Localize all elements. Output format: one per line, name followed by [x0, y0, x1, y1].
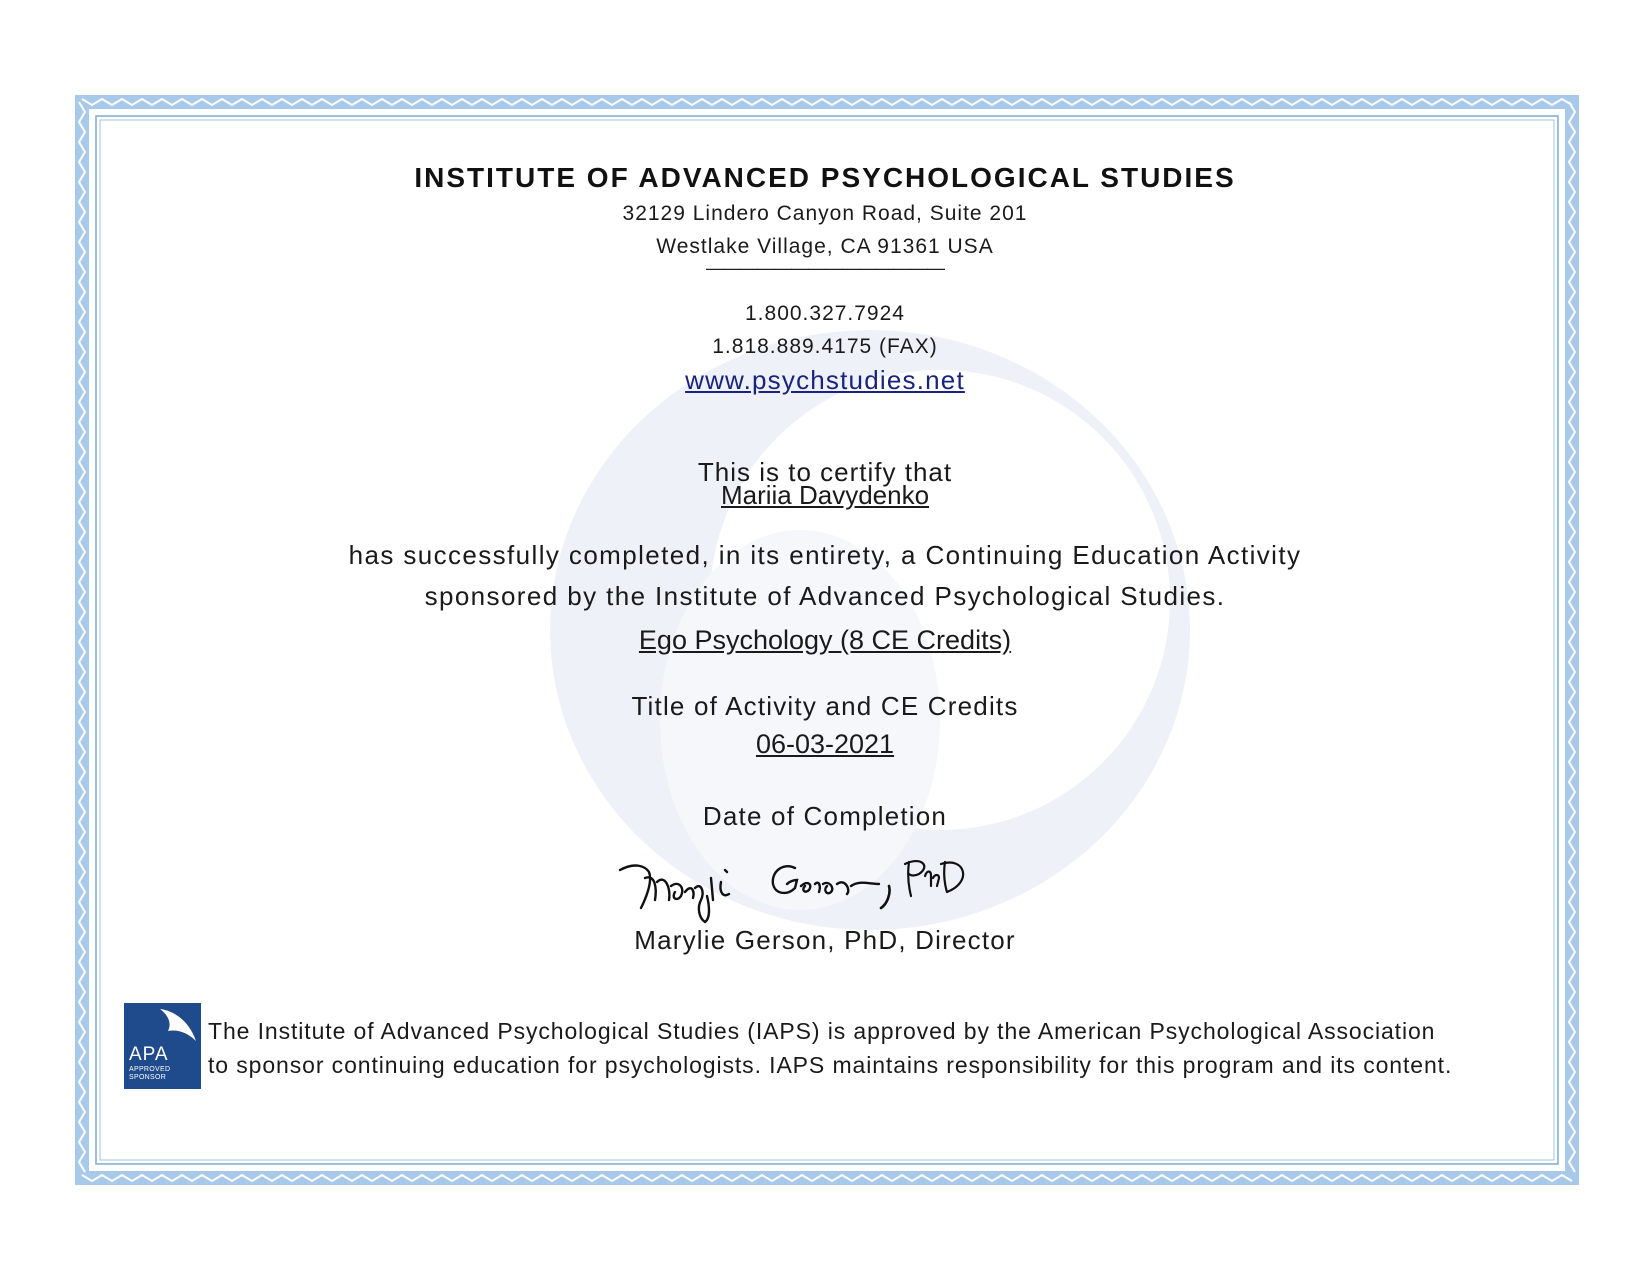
- phone-number: 1.800.327.7924: [745, 302, 905, 325]
- organization-name: INSTITUTE OF ADVANCED PSYCHOLOGICAL STUDIES: [414, 162, 1236, 193]
- completion-statement-line-2: sponsored by the Institute of Advanced Psychological Studies.: [424, 581, 1226, 611]
- completion-date: 06-03-2021: [755, 729, 895, 759]
- address-line-2: Westlake Village, CA 91361 USA: [656, 235, 994, 258]
- certify-intro: This is to certify that: [697, 457, 953, 487]
- completion-statement-line-1: has successfully completed, in its entirety, a Continuing Education Activity: [348, 540, 1302, 570]
- website-link[interactable]: www.psychstudies.net: [685, 365, 965, 395]
- apa-badge-text: APA: [129, 1044, 169, 1065]
- completion-date-label: Date of Completion: [702, 801, 948, 831]
- signer-name: Marylie Gerson, PhD, Director: [634, 925, 1016, 955]
- recipient-name: Mariia Davydenko: [720, 480, 930, 510]
- address-line-1: 32129 Lindero Canyon Road, Suite 201: [622, 202, 1028, 225]
- fax-number: 1.818.889.4175 (FAX): [712, 335, 938, 358]
- director-signature: [615, 848, 1025, 928]
- accreditation-statement-line-1: The Institute of Advanced Psychological Studies (IAPS) is approved by the American Psychological Association: [208, 1018, 1436, 1044]
- activity-title-label: Title of Activity and CE Credits: [631, 691, 1019, 721]
- accreditation-statement-line-2: to sponsor continuing education for psychologists. IAPS maintains responsibility for this program and its content.: [208, 1052, 1453, 1078]
- activity-title: Ego Psychology (8 CE Credits): [638, 625, 1012, 655]
- apa-approved-sponsor-logo: [124, 1003, 201, 1089]
- separator-rule: ——————————————: [706, 258, 944, 278]
- apa-badge-subtext: APPROVED SPONSOR: [129, 1066, 171, 1081]
